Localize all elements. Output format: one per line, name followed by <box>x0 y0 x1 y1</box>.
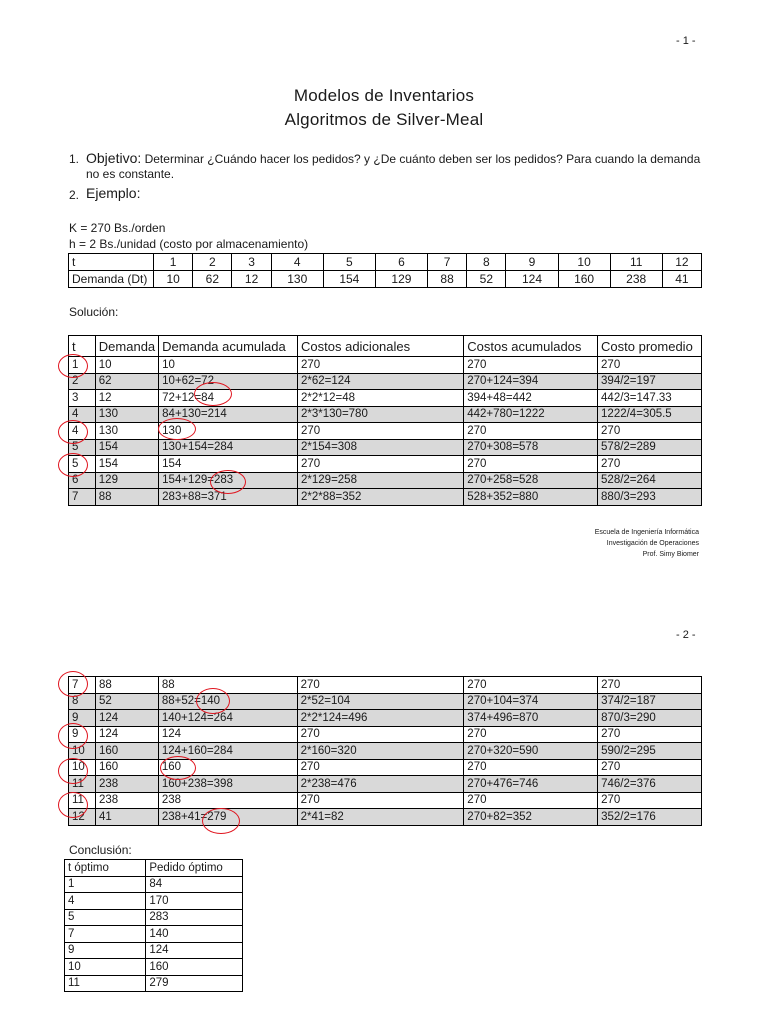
table-cell: 41 <box>95 809 158 826</box>
demand-cell: 160 <box>558 271 610 288</box>
table-row <box>69 677 702 694</box>
table-cell: 238 <box>158 792 297 809</box>
red-circle-annotation <box>58 792 88 818</box>
table-cell: 72+12=84 <box>159 390 298 407</box>
table-cell: 4 <box>65 893 146 910</box>
document-subtitle: Algoritmos de Silver-Meal <box>284 110 484 129</box>
table-cell: 528/2=264 <box>598 472 702 489</box>
red-circle-annotation <box>194 382 232 406</box>
conclusion-row <box>65 909 243 926</box>
period-cell: 1 <box>154 254 193 271</box>
table-cell: 160 <box>158 759 297 776</box>
example-label: Ejemplo: <box>86 185 141 201</box>
table-cell: 154+129=283 <box>159 472 298 489</box>
table-cell: 270 <box>297 759 464 776</box>
table-row <box>69 809 702 826</box>
table-cell: 6 <box>69 472 96 489</box>
table-cell: 270 <box>298 423 464 440</box>
table-cell: 270 <box>598 456 702 473</box>
table-cell: 270 <box>464 726 598 743</box>
demand-cell: 52 <box>467 271 506 288</box>
table-cell: 130 <box>159 423 298 440</box>
table-cell: 88+52=140 <box>158 693 297 710</box>
table-cell: 270 <box>298 456 464 473</box>
column-header: Costos adicionales <box>298 336 464 357</box>
table-cell: 590/2=295 <box>598 743 702 760</box>
table-cell: 160+238=398 <box>158 776 297 793</box>
table-cell: 11 <box>69 792 96 809</box>
table-cell: 880/3=293 <box>598 489 702 506</box>
table-row <box>69 776 702 793</box>
conclusion-row <box>65 942 243 959</box>
table-cell: 270 <box>298 357 464 374</box>
table-cell: 270 <box>464 357 598 374</box>
table-cell: 442+780=1222 <box>464 406 598 423</box>
red-circle-annotation <box>58 758 88 784</box>
table-cell: 7 <box>69 489 96 506</box>
conclusion-header <box>65 860 243 877</box>
table-cell: 374+496=870 <box>464 710 598 727</box>
table-row <box>69 792 702 809</box>
table-row <box>69 456 702 473</box>
table-cell: 10+62=72 <box>159 373 298 390</box>
table-cell: 160 <box>146 959 243 976</box>
table-cell: 130 <box>95 423 158 440</box>
table-cell: 270+320=590 <box>464 743 598 760</box>
table-cell: 5 <box>69 456 96 473</box>
table-cell: 2*160=320 <box>297 743 464 760</box>
objective-text: Determinar ¿Cuándo hacer los pedidos? y ¿De cuánto deben ser los pedidos? Para cuando la demanda <box>144 152 701 166</box>
table-cell: 1222/4=305.5 <box>598 406 702 423</box>
table-cell: 52 <box>95 693 158 710</box>
table-cell: 442/3=147.33 <box>598 390 702 407</box>
table-cell: 154 <box>159 456 298 473</box>
table-row <box>69 472 702 489</box>
table-cell: 528+352=880 <box>464 489 598 506</box>
table-cell: 160 <box>95 743 158 760</box>
demand-cell: 129 <box>375 271 427 288</box>
period-cell: 6 <box>375 254 427 271</box>
column-header: Demanda <box>95 336 158 357</box>
solution-table-continued <box>68 676 702 826</box>
footer-course: Investigación de Operaciones <box>606 540 699 547</box>
column-header: Costo promedio <box>598 336 702 357</box>
period-cell: 4 <box>271 254 323 271</box>
table-cell: 270+308=578 <box>464 439 598 456</box>
table-cell: 10 <box>65 959 146 976</box>
table-cell: 270+82=352 <box>464 809 598 826</box>
table-cell: 270 <box>297 726 464 743</box>
table-cell: 2*238=476 <box>297 776 464 793</box>
red-circle-annotation <box>196 688 230 714</box>
page-number-2: - 2 - <box>676 629 696 641</box>
table-cell: 2*154=308 <box>298 439 464 456</box>
red-circle-annotation <box>58 420 88 444</box>
table-row <box>69 726 702 743</box>
table-cell: 270 <box>464 423 598 440</box>
demand-cell: 62 <box>193 271 232 288</box>
period-cell: 3 <box>232 254 271 271</box>
footer-school: Escuela de Ingeniería Informática <box>594 529 699 536</box>
table-cell: 8 <box>69 693 96 710</box>
table-row <box>69 439 702 456</box>
conclusion-row <box>65 893 243 910</box>
table-cell: 352/2=176 <box>598 809 702 826</box>
table-row <box>69 710 702 727</box>
table-cell: 270 <box>464 759 598 776</box>
table-cell: 270+476=746 <box>464 776 598 793</box>
table-cell: 2*62=124 <box>298 373 464 390</box>
table-cell: 270 <box>464 456 598 473</box>
conclusion-table <box>64 859 243 992</box>
demand-cell: 130 <box>271 271 323 288</box>
demand-cell: 238 <box>610 271 662 288</box>
table-cell: 160 <box>95 759 158 776</box>
table-cell: 283+88=371 <box>159 489 298 506</box>
table-cell: 283 <box>146 909 243 926</box>
period-cell: 5 <box>323 254 375 271</box>
table-cell: 170 <box>146 893 243 910</box>
table-cell: 129 <box>95 472 158 489</box>
table-cell: 154 <box>95 439 158 456</box>
footer-professor: Prof. Simy Biomer <box>642 551 699 558</box>
table-cell: 279 <box>146 975 243 992</box>
table-cell: 88 <box>95 677 158 694</box>
table-cell: 270 <box>598 357 702 374</box>
table-cell: 2*3*130=780 <box>298 406 464 423</box>
demand-cell: 41 <box>662 271 701 288</box>
table-cell: 88 <box>158 677 297 694</box>
conclusion-label: Conclusión: <box>69 843 132 857</box>
table-cell: 394/2=197 <box>598 373 702 390</box>
table-cell: 2*2*88=352 <box>298 489 464 506</box>
period-cell: 2 <box>193 254 232 271</box>
table-cell: 10 <box>69 759 96 776</box>
table-cell: 9 <box>69 710 96 727</box>
table-cell: 84 <box>146 876 243 893</box>
column-header: t <box>69 336 96 357</box>
period-cell: 9 <box>506 254 558 271</box>
table-row <box>69 693 702 710</box>
red-circle-annotation <box>58 723 88 749</box>
table-cell: 746/2=376 <box>598 776 702 793</box>
table-cell: 84+130=214 <box>159 406 298 423</box>
table-cell: 1 <box>69 357 96 374</box>
table-cell: 394+48=442 <box>464 390 598 407</box>
objective-label: Objetivo: <box>86 150 142 166</box>
table-cell: 9 <box>69 726 96 743</box>
table-cell: 10 <box>95 357 158 374</box>
solution-table-header <box>69 336 702 357</box>
table-cell: 2*52=104 <box>297 693 464 710</box>
objective-item <box>86 150 706 166</box>
table-cell: 130+154=284 <box>159 439 298 456</box>
table-cell: 5 <box>65 909 146 926</box>
table-cell: 270 <box>598 423 702 440</box>
column-header: Demanda acumulada <box>159 336 298 357</box>
table-cell: 11 <box>65 975 146 992</box>
table-cell: 140 <box>146 926 243 943</box>
table-cell: 124 <box>95 726 158 743</box>
table-cell: 4 <box>69 423 96 440</box>
conclusion-row <box>65 975 243 992</box>
table-cell: 124 <box>158 726 297 743</box>
demand-table <box>68 253 702 288</box>
table-cell: 12 <box>95 390 158 407</box>
h-parameter: h = 2 Bs./unidad (costo por almacenamiento) <box>69 237 309 251</box>
table-cell: 1 <box>65 876 146 893</box>
red-circle-annotation <box>58 453 88 477</box>
table-cell: 88 <box>95 489 158 506</box>
table-cell: 4 <box>69 406 96 423</box>
demand-cell: 88 <box>427 271 466 288</box>
red-circle-annotation <box>58 671 88 697</box>
table-cell: 238 <box>95 792 158 809</box>
example-number: 2. <box>69 188 80 202</box>
period-cell: 10 <box>558 254 610 271</box>
solution-label: Solución: <box>69 305 119 319</box>
table-cell: 238 <box>95 776 158 793</box>
demand-table-row-demand <box>69 271 702 288</box>
table-cell: 374/2=187 <box>598 693 702 710</box>
period-cell: 11 <box>610 254 662 271</box>
table-cell: 10 <box>69 743 96 760</box>
table-row <box>69 489 702 506</box>
objective-text-cont: no es constante. <box>86 167 175 181</box>
table-cell: 270 <box>297 792 464 809</box>
table-cell: 124 <box>95 710 158 727</box>
table-cell: 5 <box>69 439 96 456</box>
red-circle-annotation <box>202 808 240 834</box>
red-circle-annotation <box>160 756 196 780</box>
red-circle-annotation <box>58 354 88 378</box>
table-cell: 12 <box>69 809 96 826</box>
table-cell: 9 <box>65 942 146 959</box>
table-cell: 2 <box>69 373 96 390</box>
table-cell: 154 <box>95 456 158 473</box>
period-cell: 8 <box>467 254 506 271</box>
table-cell: 124+160=284 <box>158 743 297 760</box>
table-cell: 870/3=290 <box>598 710 702 727</box>
conclusion-row <box>65 926 243 943</box>
period-cell: 7 <box>427 254 466 271</box>
page-number-1: - 1 - <box>676 35 696 47</box>
footer <box>595 527 699 560</box>
red-circle-annotation <box>210 470 246 494</box>
conclusion-row <box>65 959 243 976</box>
period-cell: t <box>69 254 154 271</box>
table-cell: 270 <box>297 677 464 694</box>
table-row <box>69 357 702 374</box>
k-parameter: K = 270 Bs./orden <box>69 221 166 235</box>
demand-cell: Demanda (Dt) <box>69 271 154 288</box>
demand-cell: 12 <box>232 271 271 288</box>
demand-table-row-t <box>69 254 702 271</box>
table-row <box>69 743 702 760</box>
table-cell: 2*41=82 <box>297 809 464 826</box>
column-header: Pedido óptimo <box>146 860 243 877</box>
demand-cell: 124 <box>506 271 558 288</box>
table-cell: 270 <box>598 726 702 743</box>
table-cell: 3 <box>69 390 96 407</box>
column-header: Costos acumulados <box>464 336 598 357</box>
table-cell: 270 <box>598 759 702 776</box>
table-cell: 124 <box>146 942 243 959</box>
table-cell: 270 <box>598 792 702 809</box>
table-cell: 130 <box>95 406 158 423</box>
table-cell: 270 <box>464 677 598 694</box>
table-cell: 140+124=264 <box>158 710 297 727</box>
table-cell: 7 <box>69 677 96 694</box>
table-cell: 270 <box>598 677 702 694</box>
table-cell: 238+41=279 <box>158 809 297 826</box>
period-cell: 12 <box>662 254 701 271</box>
table-cell: 7 <box>65 926 146 943</box>
document-title: Modelos de Inventarios <box>293 86 475 105</box>
table-cell: 270+258=528 <box>464 472 598 489</box>
table-cell: 270+104=374 <box>464 693 598 710</box>
demand-cell: 154 <box>323 271 375 288</box>
table-cell: 270 <box>464 792 598 809</box>
column-header: t óptimo <box>65 860 146 877</box>
red-circle-annotation <box>158 418 196 440</box>
table-cell: 578/2=289 <box>598 439 702 456</box>
table-cell: 2*2*124=496 <box>297 710 464 727</box>
objective-number: 1. <box>69 152 80 166</box>
table-row <box>69 390 702 407</box>
demand-cell: 10 <box>154 271 193 288</box>
table-row <box>69 373 702 390</box>
table-cell: 2*2*12=48 <box>298 390 464 407</box>
table-cell: 62 <box>95 373 158 390</box>
table-cell: 270+124=394 <box>464 373 598 390</box>
conclusion-row <box>65 876 243 893</box>
table-cell: 2*129=258 <box>298 472 464 489</box>
table-cell: 11 <box>69 776 96 793</box>
table-cell: 10 <box>159 357 298 374</box>
